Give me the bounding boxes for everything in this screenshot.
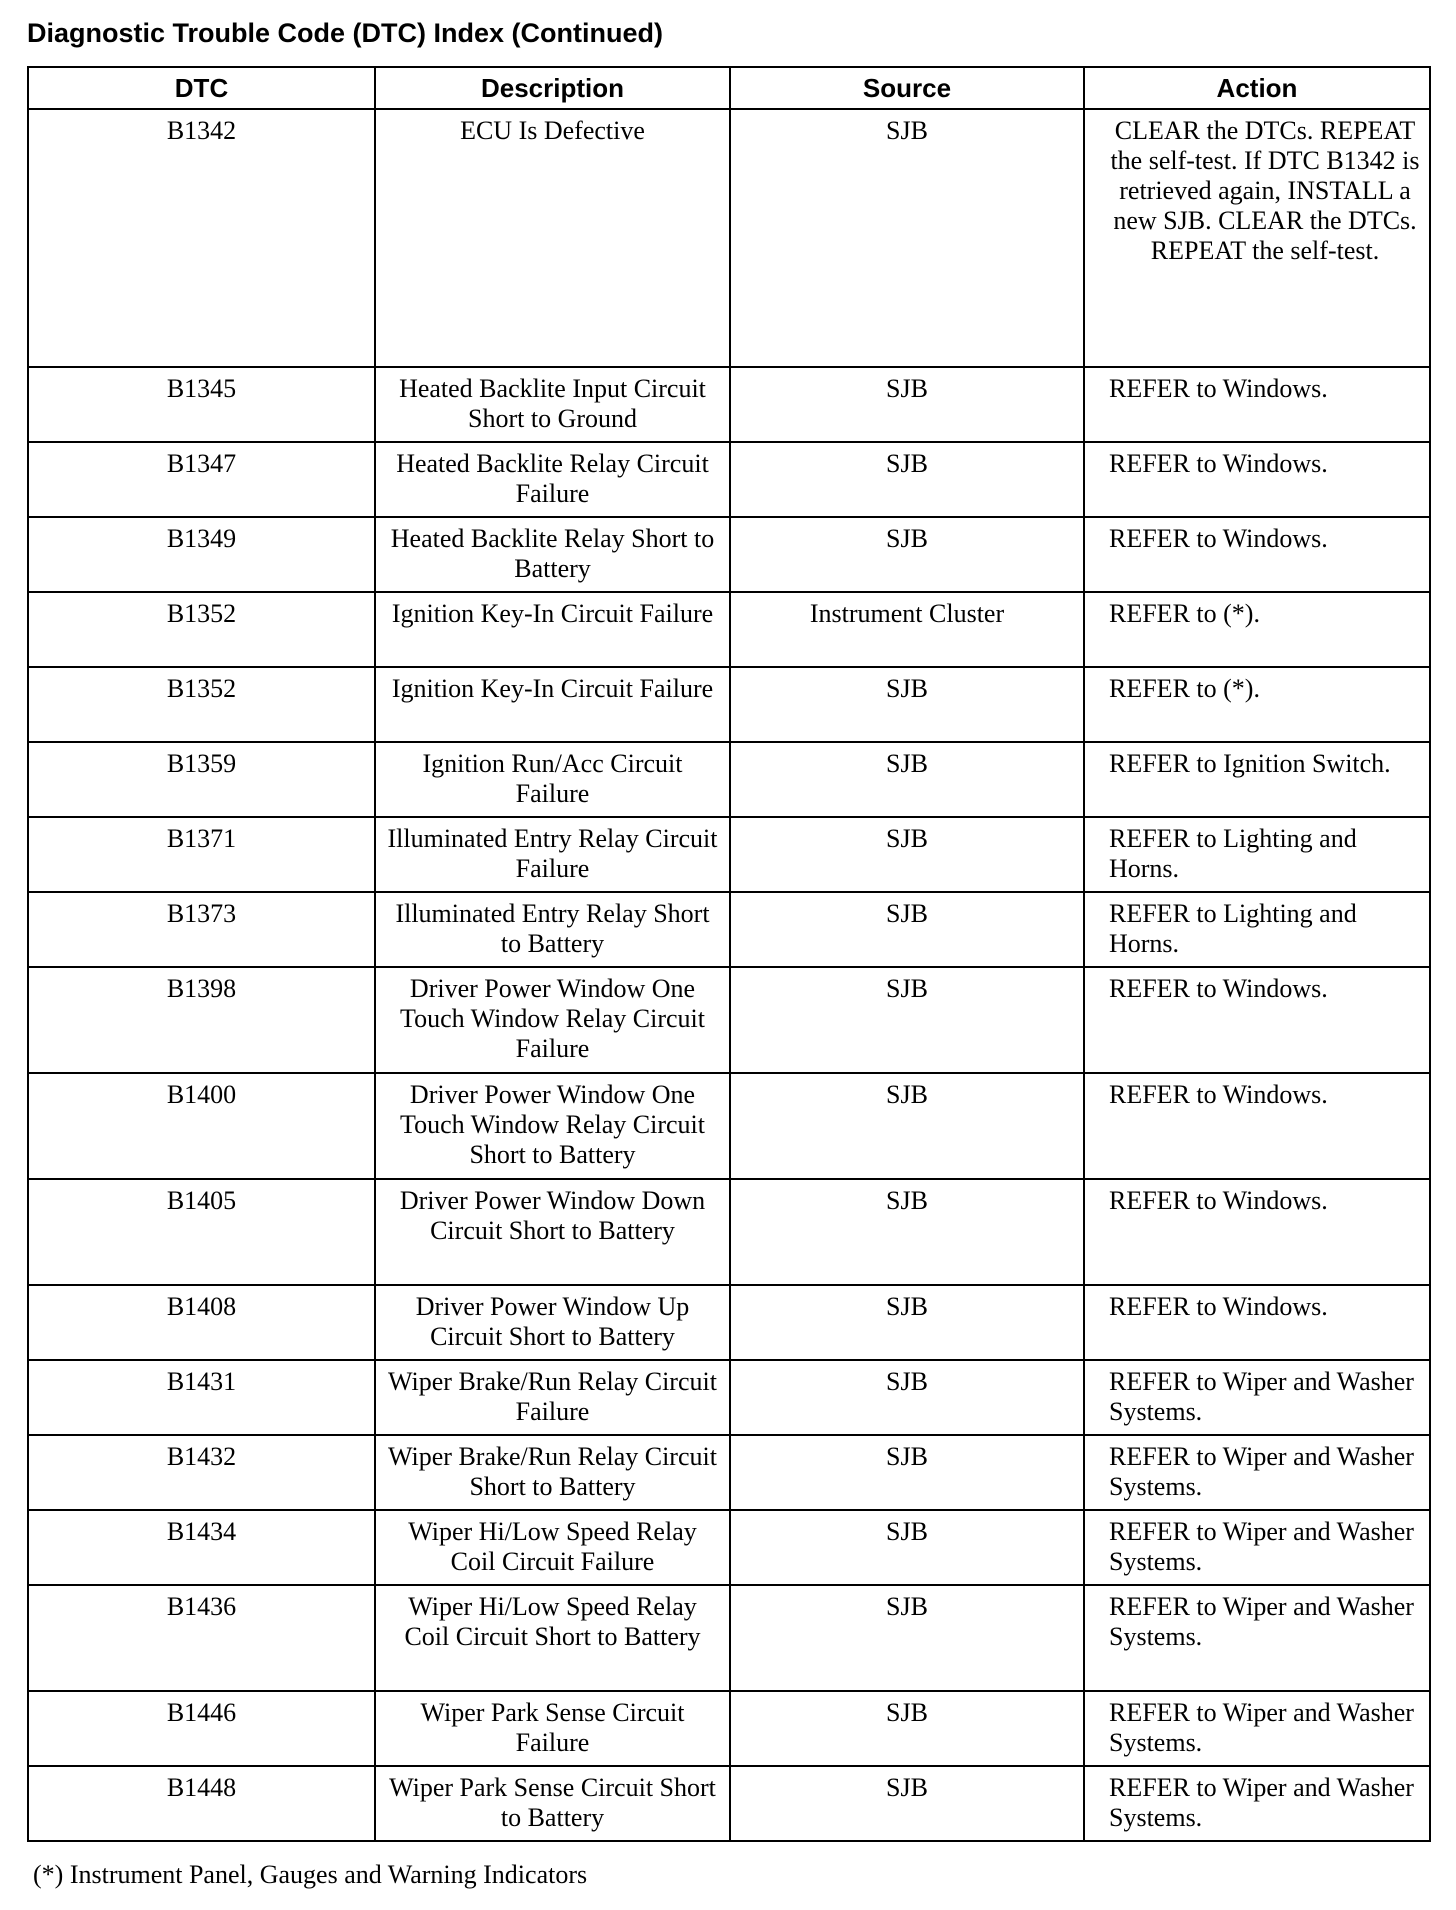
dtc-code: B1446: [28, 1691, 375, 1766]
table-row: [28, 667, 1430, 742]
table-row: [28, 1766, 1430, 1841]
dtc-source: SJB: [730, 967, 1084, 1073]
dtc-source: SJB: [730, 517, 1084, 592]
table-row: [28, 817, 1430, 892]
dtc-source: SJB: [730, 1285, 1084, 1360]
dtc-action: CLEAR the DTCs. REPEAT the self-test. If DTC B1342 is retrieved again, INSTALL a new SJB. CLEAR the DTCs. REPEAT the self-test.: [1084, 109, 1430, 367]
dtc-action: REFER to Wiper and Washer Systems.: [1084, 1585, 1430, 1691]
dtc-code: B1373: [28, 892, 375, 967]
dtc-description: Wiper Hi/Low Speed Relay Coil Circuit Short to Battery: [375, 1585, 730, 1691]
footnote: (*) Instrument Panel, Gauges and Warning Indicators: [33, 1860, 588, 1889]
dtc-description: Illuminated Entry Relay Circuit Failure: [375, 817, 730, 892]
dtc-description: Driver Power Window One Touch Window Relay Circuit Short to Battery: [375, 1073, 730, 1179]
dtc-source: SJB: [730, 1510, 1084, 1585]
dtc-source: Instrument Cluster: [730, 592, 1084, 667]
dtc-description: Wiper Brake/Run Relay Circuit Short to Battery: [375, 1435, 730, 1510]
dtc-code: B1431: [28, 1360, 375, 1435]
dtc-description: Driver Power Window Down Circuit Short to Battery: [375, 1179, 730, 1285]
table-header-row: [28, 67, 1430, 109]
column-header-action: Action: [1084, 67, 1430, 109]
dtc-description: Driver Power Window Up Circuit Short to Battery: [375, 1285, 730, 1360]
dtc-code: B1345: [28, 367, 375, 442]
dtc-code: B1352: [28, 592, 375, 667]
dtc-description: Wiper Brake/Run Relay Circuit Failure: [375, 1360, 730, 1435]
dtc-code: B1347: [28, 442, 375, 517]
table-row: [28, 1179, 1430, 1285]
dtc-action: REFER to Windows.: [1084, 967, 1430, 1073]
dtc-source: SJB: [730, 1073, 1084, 1179]
table-row: [28, 592, 1430, 667]
dtc-description: Heated Backlite Relay Circuit Failure: [375, 442, 730, 517]
table-row: [28, 367, 1430, 442]
dtc-source: SJB: [730, 109, 1084, 367]
page-title: Diagnostic Trouble Code (DTC) Index (Continued): [27, 18, 663, 48]
dtc-action: REFER to Windows.: [1084, 1179, 1430, 1285]
column-header-description: Description: [375, 67, 730, 109]
dtc-source: SJB: [730, 1585, 1084, 1691]
dtc-action: REFER to Lighting and Horns.: [1084, 817, 1430, 892]
dtc-code: B1408: [28, 1285, 375, 1360]
dtc-description: Heated Backlite Relay Short to Battery: [375, 517, 730, 592]
column-header-dtc: DTC: [28, 67, 375, 109]
dtc-source: SJB: [730, 442, 1084, 517]
table-row: [28, 1510, 1430, 1585]
column-header-source: Source: [730, 67, 1084, 109]
dtc-action: REFER to Windows.: [1084, 442, 1430, 517]
dtc-source: SJB: [730, 1766, 1084, 1841]
dtc-action: REFER to Windows.: [1084, 517, 1430, 592]
table-row: [28, 742, 1430, 817]
dtc-source: SJB: [730, 1435, 1084, 1510]
dtc-description: Illuminated Entry Relay Short to Battery: [375, 892, 730, 967]
table-row: [28, 1435, 1430, 1510]
table-row: [28, 1285, 1430, 1360]
dtc-action: REFER to Wiper and Washer Systems.: [1084, 1435, 1430, 1510]
dtc-source: SJB: [730, 742, 1084, 817]
dtc-action: REFER to Wiper and Washer Systems.: [1084, 1360, 1430, 1435]
dtc-description: Wiper Park Sense Circuit Failure: [375, 1691, 730, 1766]
dtc-description: ECU Is Defective: [375, 109, 730, 367]
dtc-code: B1400: [28, 1073, 375, 1179]
dtc-code: B1434: [28, 1510, 375, 1585]
dtc-code: B1448: [28, 1766, 375, 1841]
dtc-index-table: [27, 66, 1431, 1842]
dtc-code: B1371: [28, 817, 375, 892]
dtc-description: Heated Backlite Input Circuit Short to Ground: [375, 367, 730, 442]
dtc-description: Ignition Key-In Circuit Failure: [375, 667, 730, 742]
dtc-code: B1349: [28, 517, 375, 592]
dtc-code: B1352: [28, 667, 375, 742]
table-row: [28, 967, 1430, 1073]
dtc-description: Ignition Key-In Circuit Failure: [375, 592, 730, 667]
dtc-code: B1436: [28, 1585, 375, 1691]
dtc-description: Ignition Run/Acc Circuit Failure: [375, 742, 730, 817]
dtc-source: SJB: [730, 1179, 1084, 1285]
dtc-code: B1405: [28, 1179, 375, 1285]
dtc-action: REFER to Windows.: [1084, 367, 1430, 442]
dtc-action: REFER to Wiper and Washer Systems.: [1084, 1510, 1430, 1585]
dtc-source: SJB: [730, 892, 1084, 967]
dtc-action: REFER to Windows.: [1084, 1073, 1430, 1179]
dtc-action: REFER to Wiper and Washer Systems.: [1084, 1766, 1430, 1841]
dtc-code: B1359: [28, 742, 375, 817]
dtc-source: SJB: [730, 1691, 1084, 1766]
dtc-code: B1432: [28, 1435, 375, 1510]
dtc-description: Driver Power Window One Touch Window Relay Circuit Failure: [375, 967, 730, 1073]
dtc-action: REFER to Wiper and Washer Systems.: [1084, 1691, 1430, 1766]
table-row: [28, 892, 1430, 967]
dtc-action: REFER to Ignition Switch.: [1084, 742, 1430, 817]
dtc-action: REFER to Windows.: [1084, 1285, 1430, 1360]
dtc-code: B1342: [28, 109, 375, 367]
dtc-source: SJB: [730, 1360, 1084, 1435]
table-row: [28, 1691, 1430, 1766]
table-row: [28, 442, 1430, 517]
dtc-source: SJB: [730, 817, 1084, 892]
dtc-action: REFER to (*).: [1084, 667, 1430, 742]
dtc-description: Wiper Hi/Low Speed Relay Coil Circuit Failure: [375, 1510, 730, 1585]
table-row: [28, 1360, 1430, 1435]
dtc-code: B1398: [28, 967, 375, 1073]
dtc-description: Wiper Park Sense Circuit Short to Battery: [375, 1766, 730, 1841]
table-row: [28, 109, 1430, 367]
table-row: [28, 1073, 1430, 1179]
table-row: [28, 517, 1430, 592]
dtc-source: SJB: [730, 667, 1084, 742]
dtc-source: SJB: [730, 367, 1084, 442]
table-row: [28, 1585, 1430, 1691]
dtc-action: REFER to (*).: [1084, 592, 1430, 667]
dtc-action: REFER to Lighting and Horns.: [1084, 892, 1430, 967]
